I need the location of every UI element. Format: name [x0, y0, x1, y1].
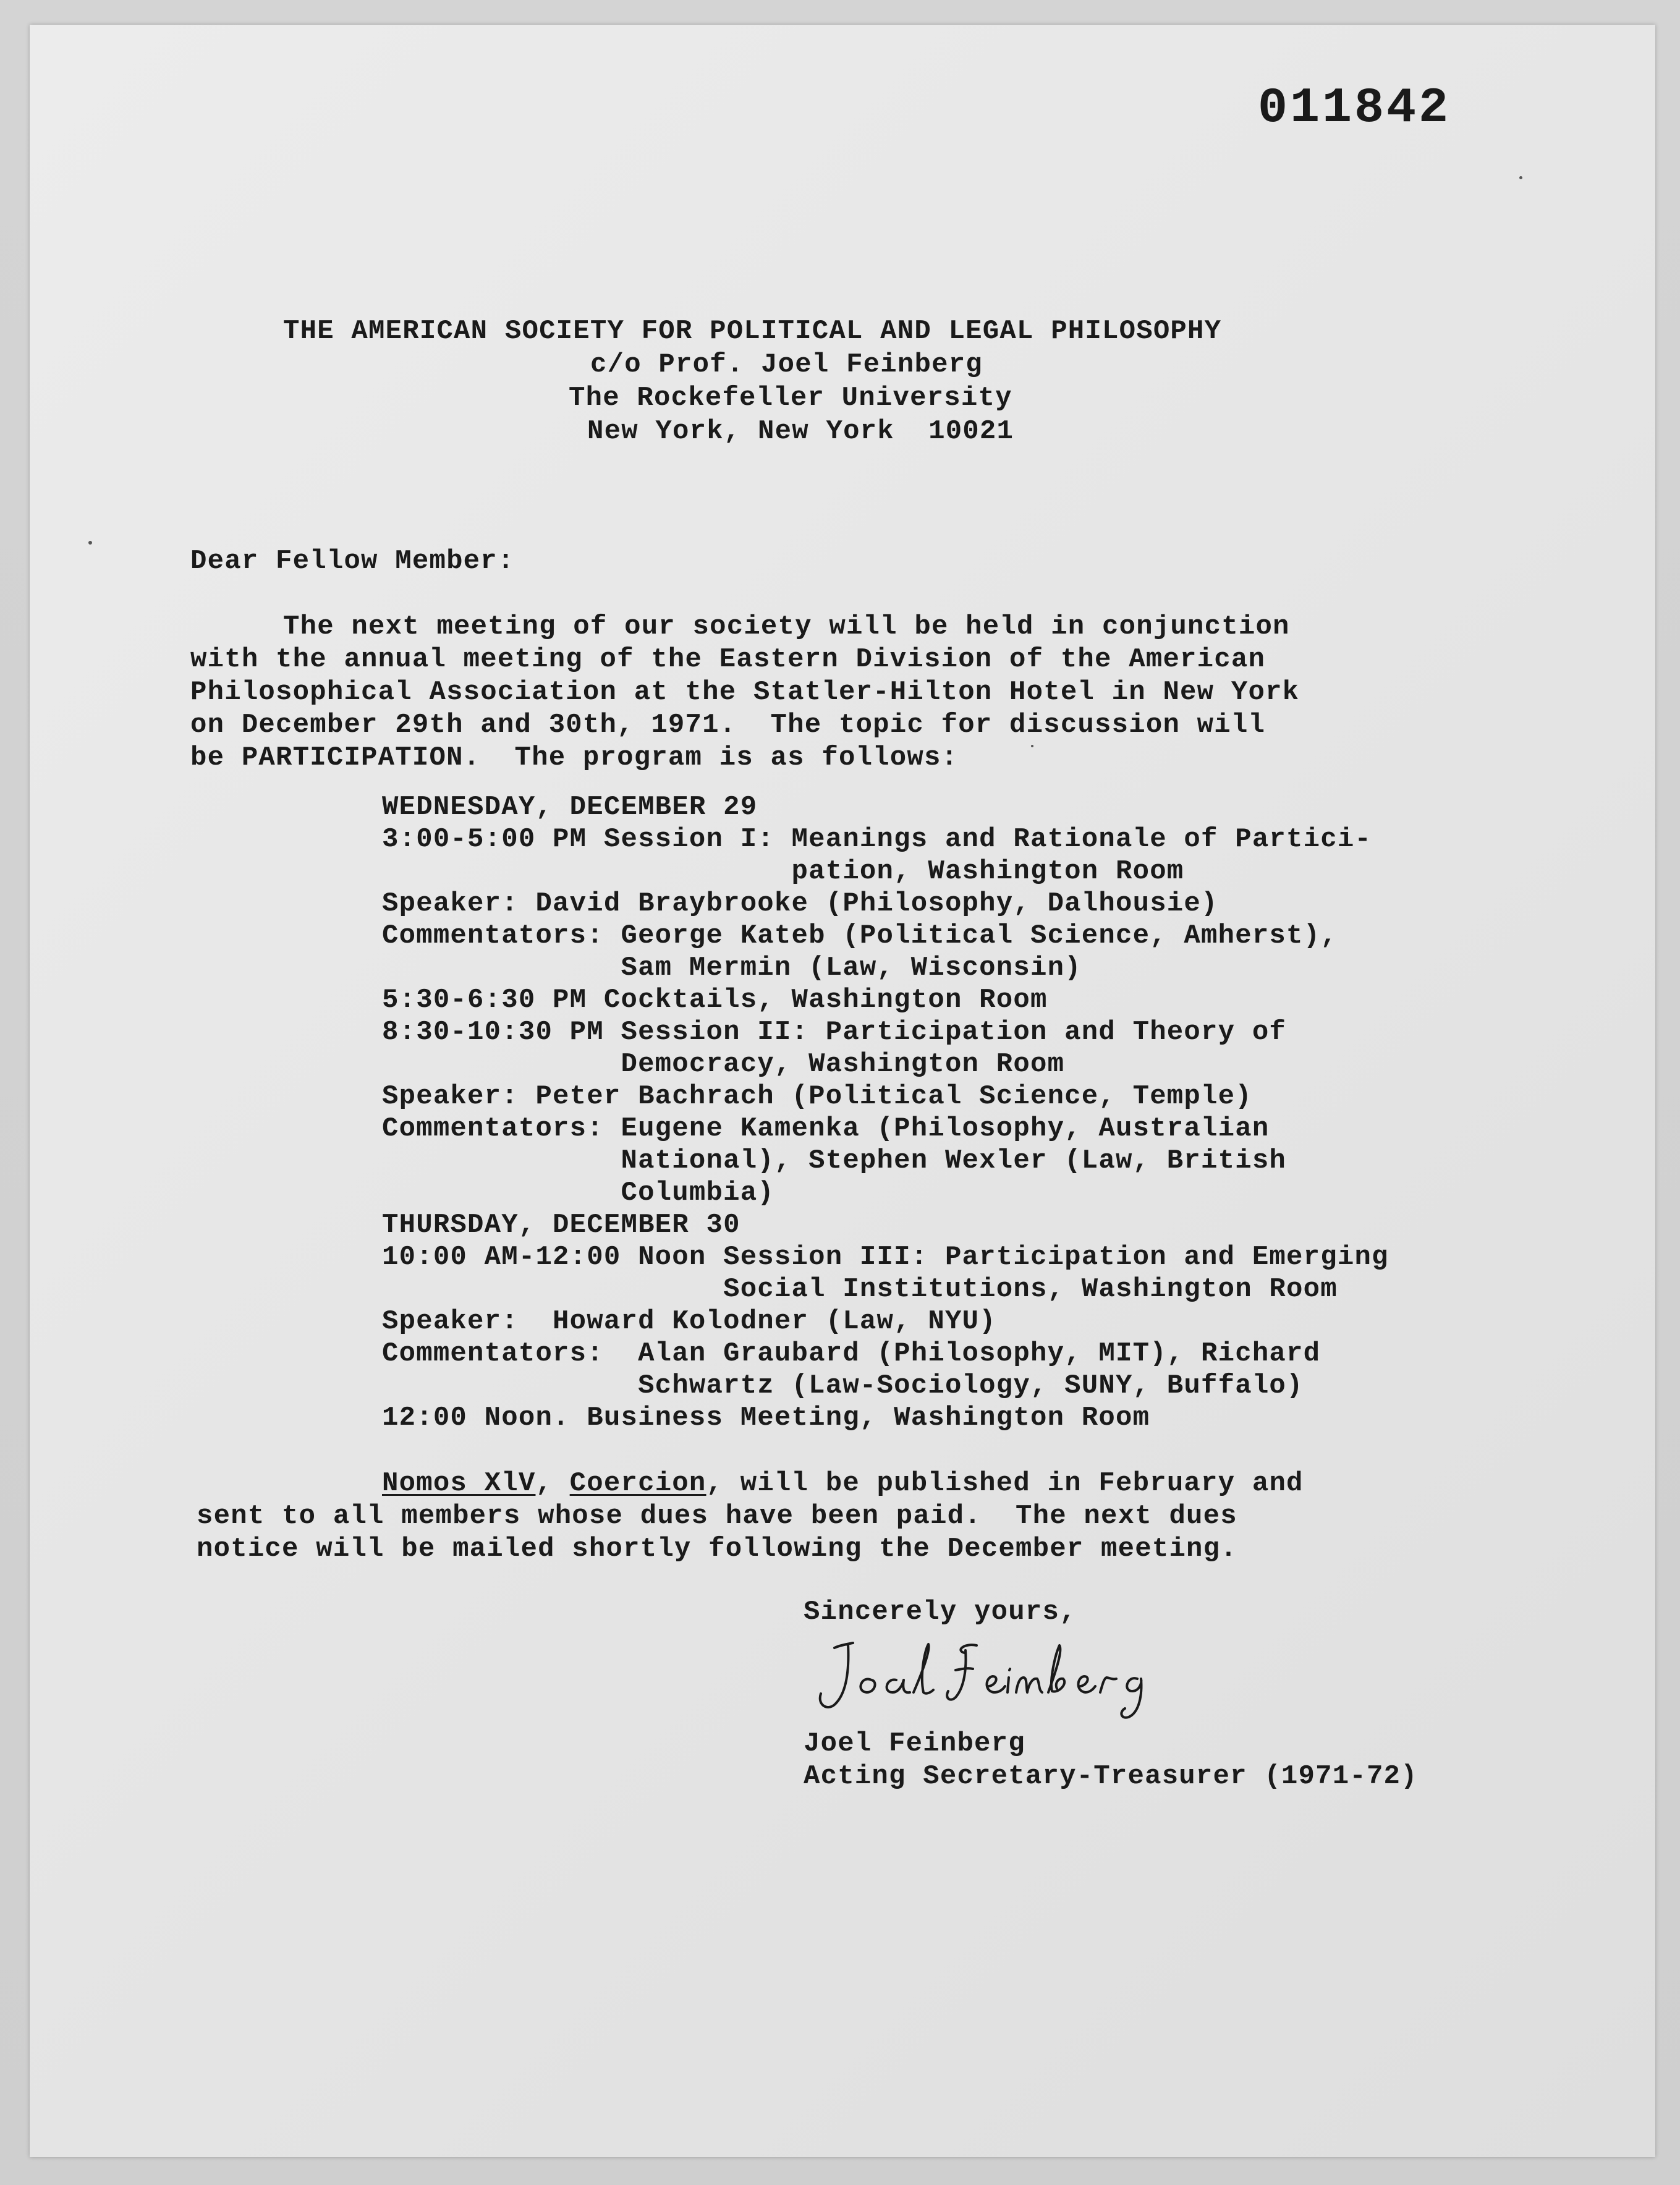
program-line: National), Stephen Wexler (Law, British — [382, 1145, 1287, 1176]
paper-speck — [88, 541, 92, 545]
program-line: Social Institutions, Washington Room — [382, 1274, 1338, 1305]
letterhead-org-name: THE AMERICAN SOCIETY FOR POLITICAL AND LEGAL PHILOSOPHY — [283, 316, 1222, 347]
closing-paragraph-line: notice will be mailed shortly following the December meeting. — [197, 1534, 1237, 1564]
program-line: 12:00 Noon. Business Meeting, Washington Room — [382, 1402, 1150, 1433]
program-line: Commentators: Eugene Kamenka (Philosophy, Australian — [382, 1113, 1270, 1144]
intro-line: on December 29th and 30th, 1971. The topic for discussion will — [190, 710, 1266, 740]
program-line: Columbia) — [382, 1177, 774, 1208]
closing-text: , will be published in February and — [706, 1468, 1304, 1499]
program-line: 10:00 AM-12:00 Noon Session III: Participation and Emerging — [382, 1242, 1389, 1273]
paper-speck — [1519, 176, 1522, 179]
program-line: Commentators: Alan Graubard (Philosophy, MIT), Richard — [382, 1338, 1321, 1369]
program-day-heading: THURSDAY, DECEMBER 30 — [382, 1210, 740, 1241]
program-line: Speaker: David Braybrooke (Philosophy, Dalhousie) — [382, 888, 1218, 919]
salutation: Dear Fellow Member: — [190, 546, 515, 577]
program-line: 8:30-10:30 PM Session II: Participation and Theory of — [382, 1017, 1287, 1048]
coercion-title: Coercion — [569, 1468, 706, 1499]
program-line: 5:30-6:30 PM Cocktails, Washington Room — [382, 985, 1048, 1016]
program-line: Sam Mermin (Law, Wisconsin) — [382, 952, 1082, 983]
letterhead-care-of: c/o Prof. Joel Feinberg — [590, 349, 983, 380]
program-line: Schwartz (Law-Sociology, SUNY, Buffalo) — [382, 1370, 1304, 1401]
closing-paragraph-line — [382, 1467, 1304, 1500]
program-line: 3:00-5:00 PM Session I: Meanings and Rationale of Partici- — [382, 824, 1372, 855]
program-line: Speaker: Peter Bachrach (Political Science, Temple) — [382, 1081, 1252, 1112]
letterhead-city: New York, New York 10021 — [587, 416, 1014, 447]
nomos-title: Nomos XlV — [382, 1468, 536, 1499]
intro-line: The next meeting of our society will be held in conjunction — [283, 611, 1290, 642]
paper-speck — [1031, 745, 1033, 747]
signer-title: Acting Secretary-Treasurer (1971-72) — [804, 1761, 1418, 1792]
title-separator: , — [535, 1468, 570, 1499]
document-number: 011842 — [1258, 80, 1451, 137]
intro-line: with the annual meeting of the Eastern Division of the American — [190, 644, 1266, 675]
intro-line: be PARTICIPATION. The program is as follows: — [190, 742, 959, 773]
handwritten-signature — [810, 1632, 1156, 1725]
program-line: pation, Washington Room — [382, 856, 1184, 887]
program-line: Democracy, Washington Room — [382, 1049, 1065, 1080]
program-line: Commentators: George Kateb (Political Science, Amherst), — [382, 920, 1338, 951]
program-day-heading: WEDNESDAY, DECEMBER 29 — [382, 792, 758, 823]
closing-salutation: Sincerely yours, — [804, 1597, 1077, 1627]
intro-line: Philosophical Association at the Statler-Hilton Hotel in New York — [190, 677, 1300, 708]
closing-paragraph-line: sent to all members whose dues have been paid. The next dues — [197, 1501, 1237, 1532]
program-line: Speaker: Howard Kolodner (Law, NYU) — [382, 1306, 996, 1337]
signer-name: Joel Feinberg — [804, 1728, 1025, 1759]
letterhead-institution: The Rockefeller University — [569, 383, 1012, 414]
